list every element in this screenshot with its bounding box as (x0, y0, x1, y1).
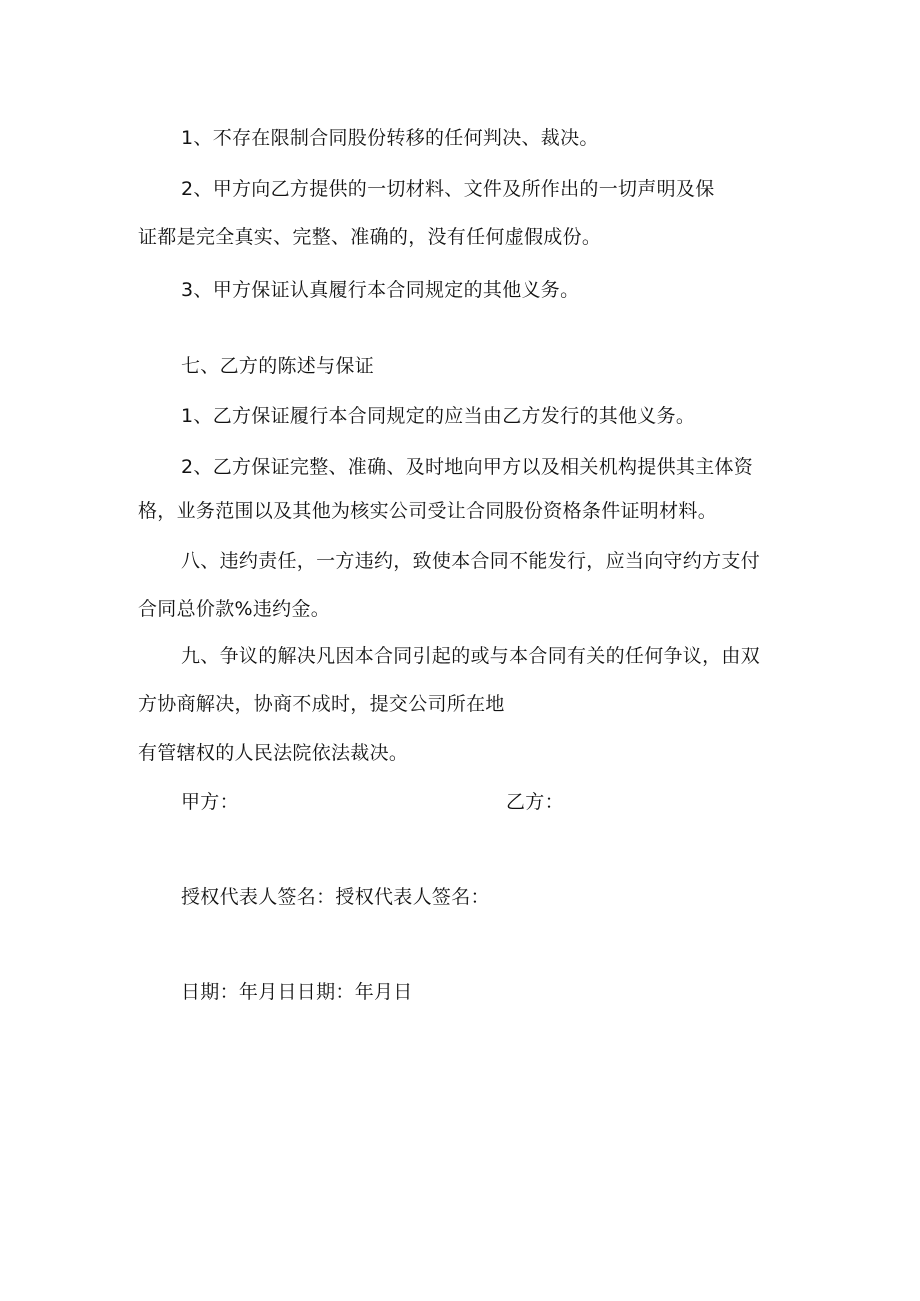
signature-line: 授权代表人签名：授权代表人签名： (181, 886, 490, 908)
section8-line2: 合同总价款%违约金。 (138, 598, 331, 620)
section7-item2-line2: 格，业务范围以及其他为核实公司受让合同股份资格条件证明材料。 (138, 500, 718, 522)
party-b-label: 乙方： (506, 791, 564, 813)
section7-heading: 七、乙方的陈述与保证 (181, 355, 375, 377)
section6-item1: 1、不存在限制合同股份转移的任何判决、裁决。 (181, 127, 599, 149)
section9-line2: 方协商解决，协商不成时，提交公司所在地 (138, 693, 505, 715)
section6-item2-line2: 证都是完全真实、完整、准确的，没有任何虚假成份。 (138, 226, 602, 248)
section6-item2-line1: 2、甲方向乙方提供的一切材料、文件及所作出的一切声明及保 (181, 178, 715, 200)
section9-line3: 有管辖权的人民法院依法裁决。 (138, 742, 409, 764)
section7-item1: 1、乙方保证履行本合同规定的应当由乙方发行的其他义务。 (181, 405, 696, 427)
party-a-label: 甲方： (181, 791, 239, 813)
section8-line1: 八、违约责任，一方违约，致使本合同不能发行，应当向守约方支付 (181, 550, 761, 572)
section7-item2-line1: 2、乙方保证完整、准确、及时地向甲方以及相关机构提供其主体资 (181, 456, 754, 478)
section6-item3: 3、甲方保证认真履行本合同规定的其他义务。 (181, 279, 580, 301)
section9-line1: 九、争议的解决凡因本合同引起的或与本合同有关的任何争议，由双 (181, 645, 761, 667)
date-line: 日期：年月日日期：年月日 (181, 981, 413, 1003)
